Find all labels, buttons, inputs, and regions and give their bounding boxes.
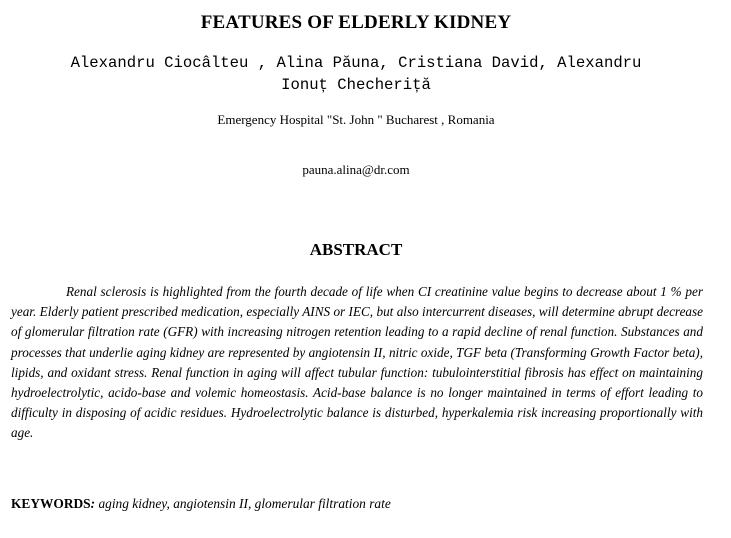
author-line-2: Ionuț Checheriță <box>281 76 431 94</box>
abstract-heading: ABSTRACT <box>309 240 403 259</box>
keywords-list: aging kidney, angiotensin II, glomerular filtration rate <box>95 496 391 511</box>
keywords-line <box>11 496 711 512</box>
author-line-1: Alexandru Ciocâlteu , Alina Păuna, Cristiana David, Alexandru <box>70 54 642 72</box>
keywords-colon: : <box>90 496 96 511</box>
abstract-text: Renal sclerosis is highlighted from the fourth decade of life when CI creatinine value begins to decrease about 1 % per year. Elderly patient prescribed medication, especially AINS or IEC, but also intercurrent diseases, will determine abrupt decrease of glomerular filtration rate (GFR) with increasing nitrogen retention leading to a rapid decline of renal function. Substances and processes that underlie aging kidney are represented by angiotensin II, nitric oxide, TGF beta (Transforming Growth Factor beta), lipids, and oxidant stress. Renal function in aging will affect tubular function: tubulointerstitial fibrosis has effect on maintaining hydroelectrolytic, acido-base and volemic homeostasis. Acid-base balance is no longer maintained in terms of effort leading to difficulty in disposing of acidic residues. Hydroelectrolytic balance is disturbed, hyperkalemia risk increasing proportionally with age. <box>11 284 703 441</box>
paper-title: FEATURES OF ELDERLY KIDNEY <box>200 12 512 33</box>
contact-email: pauna.alina@dr.com <box>302 162 410 177</box>
author-list <box>0 52 712 96</box>
keywords-label: KEYWORDS <box>11 496 91 511</box>
affiliation: Emergency Hospital "St. John " Bucharest , Romania <box>217 112 495 127</box>
